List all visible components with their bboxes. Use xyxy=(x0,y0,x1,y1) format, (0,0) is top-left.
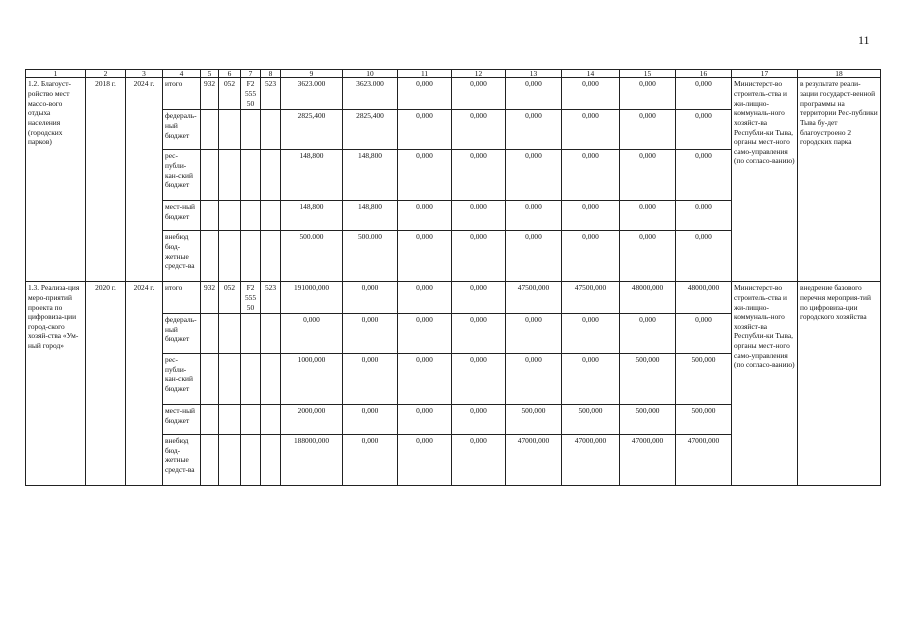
value-cell: 0,000 xyxy=(676,231,732,282)
header-row xyxy=(26,70,881,78)
value-cell: 0,000 xyxy=(398,110,452,150)
header-cell: 6 xyxy=(219,70,241,78)
code-cell xyxy=(201,435,219,486)
header-cell: 8 xyxy=(261,70,281,78)
header-cell: 9 xyxy=(281,70,343,78)
value-cell: 0.000 xyxy=(452,201,506,231)
header-cell: 1 xyxy=(26,70,86,78)
value-cell: 0,000 xyxy=(562,231,620,282)
value-cell: 0,000 xyxy=(676,110,732,150)
value-cell: 0,000 xyxy=(452,405,506,435)
value-cell: 500,000 xyxy=(676,405,732,435)
header-cell: 14 xyxy=(562,70,620,78)
end-year: 2024 г. xyxy=(126,282,163,486)
code-cell xyxy=(241,231,261,282)
value-cell: 148,800 xyxy=(281,201,343,231)
funding-source: итого xyxy=(163,282,201,314)
value-cell: 0,000 xyxy=(343,282,398,314)
value-cell: 500,000 xyxy=(620,354,676,405)
header-cell: 3 xyxy=(126,70,163,78)
value-cell: 0,000 xyxy=(562,354,620,405)
funding-source: итого xyxy=(163,78,201,110)
code-cell xyxy=(261,314,281,354)
value-cell: 0,000 xyxy=(398,314,452,354)
header-cell: 12 xyxy=(452,70,506,78)
start-year: 2018 г. xyxy=(86,78,126,282)
value-cell: 0,000 xyxy=(562,314,620,354)
code-cell xyxy=(261,405,281,435)
end-year: 2024 г. xyxy=(126,78,163,282)
value-cell: 500,000 xyxy=(676,354,732,405)
value-cell: 0,000 xyxy=(398,435,452,486)
value-cell: 0.000 xyxy=(506,201,562,231)
code-cell xyxy=(219,201,241,231)
value-cell: 47000,000 xyxy=(676,435,732,486)
value-cell: 0,000 xyxy=(562,150,620,201)
value-cell: 0,000 xyxy=(343,314,398,354)
value-cell: 148,800 xyxy=(343,150,398,201)
value-cell: 0,000 xyxy=(398,78,452,110)
value-cell: 0,000 xyxy=(506,314,562,354)
expected-result: внедрение базового перечня мероприя-тий по цифровиза-ции городского хозяйства xyxy=(798,282,881,486)
code-cell xyxy=(261,354,281,405)
measure-name: 1.3. Реализа-ция меро-приятий проекта по цифровиза-ции город-ского хозяй-ства «Ум-ный город» xyxy=(26,282,86,486)
executor: Министерст-во строитель-ства и жи-лищно-коммуналь-ного хозяйст-ва Республи-ки Тыва, органы мест-ного само-управления (по согласо-ванию) xyxy=(732,282,798,486)
code-cell xyxy=(201,150,219,201)
value-cell: 0,000 xyxy=(452,231,506,282)
value-cell: 0,000 xyxy=(452,78,506,110)
header-cell: 15 xyxy=(620,70,676,78)
program-table xyxy=(25,69,881,486)
value-cell: 0,000 xyxy=(398,150,452,201)
value-cell: 0,000 xyxy=(620,150,676,201)
measure-name: 1.2. Благоуст-ройство мест массо-вого отдыха населения (городских парков) xyxy=(26,78,86,282)
funding-source: рес-публи-кан-ский бюджет xyxy=(163,150,201,201)
code-cell: 932 xyxy=(201,78,219,110)
code-cell: F2 555 50 xyxy=(241,282,261,314)
code-cell xyxy=(241,150,261,201)
code-cell: 052 xyxy=(219,282,241,314)
value-cell: 0,000 xyxy=(343,354,398,405)
code-cell: 523 xyxy=(261,282,281,314)
value-cell: 0,000 xyxy=(506,354,562,405)
value-cell: 0,000 xyxy=(452,282,506,314)
value-cell: 0.000 xyxy=(398,201,452,231)
value-cell: 2825,400 xyxy=(343,110,398,150)
code-cell xyxy=(201,231,219,282)
value-cell: 47000,000 xyxy=(620,435,676,486)
value-cell: 0.000 xyxy=(676,201,732,231)
value-cell: 0,000 xyxy=(452,435,506,486)
funding-source: внебюд бюд-жетные средст-ва xyxy=(163,435,201,486)
value-cell: 48000,000 xyxy=(676,282,732,314)
value-cell: 47500,000 xyxy=(506,282,562,314)
value-cell: 0,000 xyxy=(398,354,452,405)
value-cell: 2825,400 xyxy=(281,110,343,150)
code-cell xyxy=(219,405,241,435)
expected-result: в результате реали-зации государст-венной программы на территории Рес-публики Тыва бу-дет благоустроено 2 городских парка xyxy=(798,78,881,282)
executor: Министерст-во строитель-ства и жи-лищно-коммуналь-ного хозяйст-ва Республи-ки Тыва, органы мест-ного само-управления (по согласо-ванию) xyxy=(732,78,798,282)
value-cell: 191000,000 xyxy=(281,282,343,314)
code-cell xyxy=(201,354,219,405)
value-cell: 47000,000 xyxy=(562,435,620,486)
code-cell: 932 xyxy=(201,282,219,314)
header-cell: 13 xyxy=(506,70,562,78)
code-cell xyxy=(261,150,281,201)
code-cell xyxy=(201,201,219,231)
value-cell: 1000,000 xyxy=(281,354,343,405)
header-cell: 4 xyxy=(163,70,201,78)
value-cell: 0,000 xyxy=(676,78,732,110)
code-cell: 052 xyxy=(219,78,241,110)
code-cell xyxy=(201,405,219,435)
value-cell: 0.000 xyxy=(620,201,676,231)
value-cell: 500,000 xyxy=(620,405,676,435)
value-cell: 0,000 xyxy=(452,150,506,201)
header-cell: 18 xyxy=(798,70,881,78)
value-cell: 0,000 xyxy=(620,78,676,110)
table-row xyxy=(26,282,881,314)
code-cell xyxy=(219,354,241,405)
value-cell: 500.000 xyxy=(281,231,343,282)
header-cell: 5 xyxy=(201,70,219,78)
funding-source: мест-ный бюджет xyxy=(163,405,201,435)
value-cell: 148,800 xyxy=(343,201,398,231)
value-cell: 0,000 xyxy=(506,78,562,110)
value-cell: 0,000 xyxy=(398,282,452,314)
funding-source: федераль-ный бюджет xyxy=(163,110,201,150)
code-cell: F2 555 50 xyxy=(241,78,261,110)
value-cell: 0,000 xyxy=(343,405,398,435)
header-cell: 17 xyxy=(732,70,798,78)
code-cell xyxy=(261,435,281,486)
header-cell: 16 xyxy=(676,70,732,78)
code-cell xyxy=(219,110,241,150)
value-cell: 0,000 xyxy=(343,435,398,486)
value-cell: 0,000 xyxy=(562,110,620,150)
funding-source: федераль-ный бюджет xyxy=(163,314,201,354)
value-cell: 0,000 xyxy=(506,150,562,201)
code-cell xyxy=(201,314,219,354)
value-cell: 0,000 xyxy=(452,110,506,150)
value-cell: 0,000 xyxy=(562,78,620,110)
code-cell xyxy=(241,435,261,486)
page-number: 11 xyxy=(858,33,870,47)
value-cell: 188000,000 xyxy=(281,435,343,486)
funding-source: внебюд бюд-жетные средст-ва xyxy=(163,231,201,282)
code-cell xyxy=(219,435,241,486)
header-cell: 7 xyxy=(241,70,261,78)
value-cell: 48000,000 xyxy=(620,282,676,314)
code-cell xyxy=(261,201,281,231)
code-cell xyxy=(241,405,261,435)
code-cell: 523 xyxy=(261,78,281,110)
value-cell: 0,000 xyxy=(398,405,452,435)
code-cell xyxy=(241,110,261,150)
value-cell: 47000,000 xyxy=(506,435,562,486)
funding-source: рес-публи-кан-ский бюджет xyxy=(163,354,201,405)
value-cell: 0,000 xyxy=(506,231,562,282)
value-cell: 2000,000 xyxy=(281,405,343,435)
value-cell: 0,000 xyxy=(620,110,676,150)
value-cell: 0,000 xyxy=(562,201,620,231)
value-cell: 47500,000 xyxy=(562,282,620,314)
code-cell xyxy=(241,314,261,354)
value-cell: 500,000 xyxy=(562,405,620,435)
code-cell xyxy=(219,231,241,282)
value-cell: 0,000 xyxy=(506,110,562,150)
header-cell: 2 xyxy=(86,70,126,78)
value-cell: 0,000 xyxy=(398,231,452,282)
value-cell: 0,000 xyxy=(620,314,676,354)
value-cell: 0,000 xyxy=(620,231,676,282)
funding-source: мест-ный бюджет xyxy=(163,201,201,231)
code-cell xyxy=(261,110,281,150)
code-cell xyxy=(261,231,281,282)
value-cell: 500,000 xyxy=(506,405,562,435)
code-cell xyxy=(241,354,261,405)
header-cell: 11 xyxy=(398,70,452,78)
value-cell: 0,000 xyxy=(452,354,506,405)
value-cell: 0,000 xyxy=(676,314,732,354)
value-cell: 3623.000 xyxy=(281,78,343,110)
value-cell: 0,000 xyxy=(281,314,343,354)
code-cell xyxy=(241,201,261,231)
code-cell xyxy=(201,110,219,150)
table-row xyxy=(26,78,881,110)
header-cell: 10 xyxy=(343,70,398,78)
value-cell: 500.000 xyxy=(343,231,398,282)
value-cell: 0,000 xyxy=(452,314,506,354)
code-cell xyxy=(219,314,241,354)
start-year: 2020 г. xyxy=(86,282,126,486)
value-cell: 0,000 xyxy=(676,150,732,201)
value-cell: 3623.000 xyxy=(343,78,398,110)
value-cell: 148,800 xyxy=(281,150,343,201)
code-cell xyxy=(219,150,241,201)
